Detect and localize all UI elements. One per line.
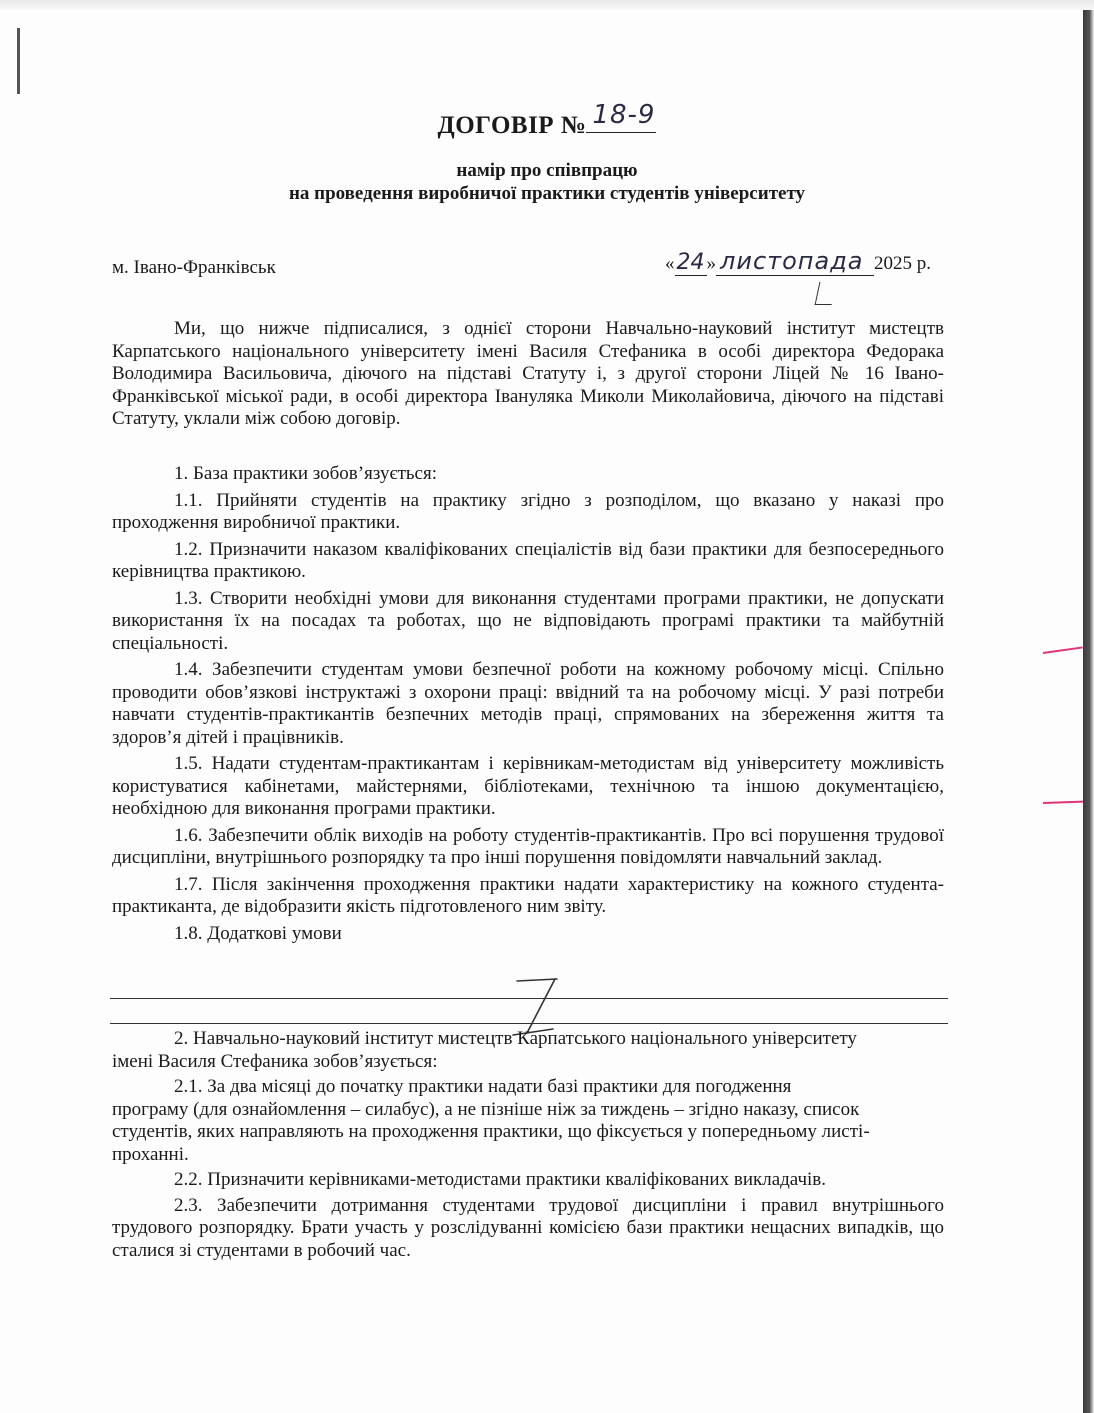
subtitle-line-1: намір про співпрацю bbox=[456, 160, 638, 181]
section-2-item: 2.2. Призначити керівниками-методистами практики кваліфікованих викладачів. bbox=[174, 1169, 827, 1190]
intro-paragraph: Ми, що нижче підписалися, з однієї сторони Навчально-науковий інститут мистецтв Карпатського національного університету імені Василя Стефаника в особі директора Федорака Володимира Васильовича, діючого на підставі Статуту і, з другої сторони Ліцей № 16 Івано-Франківської міської ради, в особі директора Іванулякa Миколи Миколайовича, діючого на підставі Статуту, уклали між собою договір. bbox=[112, 318, 944, 429]
section-2-item: 2.1. За два місяці до початку практики надати базі практики для погодження програму (для ознайомлення – силабус), а не пізніше ніж за тиждень – згідно наказу, список студентів, яких направляють на проходження практики, що фіксується у попередньому листі-проханні. bbox=[112, 1076, 870, 1165]
section-1-item: 1.8. Додаткові умови bbox=[174, 922, 342, 944]
section-1-item: 1.1. Прийняти студентів на практику згідно з розподілом, що вказано у наказі про проходження виробничої практики. bbox=[112, 489, 944, 533]
section-1-item: 1.6. Забезпечити облік виходів на роботу студентів-практикантів. Про всі порушення трудової дисципліни, внутрішнього розпорядку та про інші порушення повідомляти навчальний заклад. bbox=[112, 824, 944, 868]
section-2-item: 2.3. Забезпечити дотримання студентами трудової дисципліни і правил внутрішнього трудового розпорядку. Брати участь у розслідуванні комісією бази практики нещасних випадків, що сталися зі студентами в робочий час. bbox=[112, 1194, 944, 1261]
contract-number-handwritten: 18-9 bbox=[592, 100, 656, 130]
scan-right-edge bbox=[1083, 10, 1094, 1413]
section-2 bbox=[112, 1028, 944, 1262]
section-1-heading: 1. База практики зобов’язується: bbox=[174, 463, 438, 484]
date-month-handwritten: листопада bbox=[716, 247, 874, 276]
left-margin-mark bbox=[17, 28, 20, 94]
date-close-quote: » bbox=[706, 253, 716, 274]
subtitle-line-2: на проведення виробничої практики студентів університету bbox=[288, 183, 806, 204]
contract-date bbox=[665, 247, 931, 276]
section-1-item: 1.7. Після закінчення проходження практики надати характеристику на кожного студента-практиканта, де відобразити якість підготовленого ним звіту. bbox=[112, 873, 944, 917]
date-day-handwritten: 24 bbox=[676, 250, 705, 275]
section-1-item: 1.3. Створити необхідні умови для виконання студентами програми практики, не допускати використання їх на посадах та роботах, що не відповідають програмі практики та майбутній спеціальності. bbox=[112, 587, 944, 654]
section-1-item: 1.5. Надати студентам-практикантам і керівникам-методистам від університету можливість користуватися кабінетами, майстернями, бібліотеками, технічною та іншою документацією, необхідною для виконання програми практики. bbox=[112, 753, 944, 819]
date-year: 2025 р. bbox=[874, 253, 931, 274]
title-prefix: ДОГОВІР № bbox=[437, 112, 587, 139]
contract-number-field bbox=[586, 100, 656, 133]
section-2-heading: 2. Навчально-науковий інститут мистецтв Карпатського національного університету імені Василя Стефаника зобов’язується: bbox=[112, 1028, 857, 1072]
section-1-item: 1.4. Забезпечити студентам умови безпечної роботи на кожному робочому місці. Спільно проводити обов’язкові інструктажі з охорони праці: ввідний та на робочому місці. У разі потреби навчати студентів-практикантів безпечних методів праці, спрямованих на збереження життя та здоров’я дітей і працівників. bbox=[112, 659, 944, 748]
city-label: м. Івано-Франківськ bbox=[112, 257, 276, 278]
section-1 bbox=[112, 463, 944, 945]
section-1-item: 1.2. Призначити наказом кваліфікованих спеціалістів від бази практики для безпосереднього керівництва практикою. bbox=[112, 538, 944, 582]
date-open-quote: « bbox=[665, 253, 675, 274]
document-title bbox=[0, 100, 1094, 140]
intro-section bbox=[112, 318, 944, 431]
